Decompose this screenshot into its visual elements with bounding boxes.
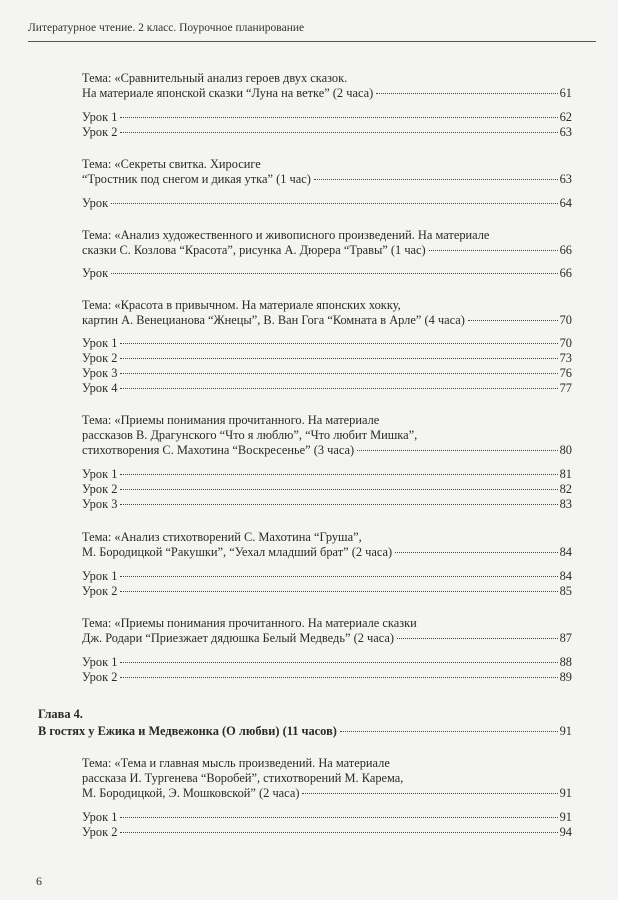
dot-leader xyxy=(376,93,557,94)
toc-text: Урок 2 xyxy=(82,125,118,139)
toc-text: сказки С. Козлова “Красота”, рисунка А. Дюрера “Травы” (1 час) xyxy=(82,243,426,257)
dot-leader xyxy=(357,450,557,451)
toc-text: Тема: «Секреты свитка. Хиросиге xyxy=(82,157,261,171)
toc-lesson[interactable] xyxy=(82,497,572,512)
toc-page: 88 xyxy=(559,655,572,669)
toc-text: Урок 1 xyxy=(82,336,118,350)
toc-lesson[interactable] xyxy=(82,467,572,482)
toc-page: 63 xyxy=(559,172,572,186)
toc-lesson[interactable] xyxy=(82,366,572,381)
toc-page: 82 xyxy=(559,482,572,496)
toc-page: 66 xyxy=(559,266,572,280)
toc-text: М. Бородицкой “Ракушки”, “Уехал младший брат” (2 часа) xyxy=(82,545,393,559)
toc-text: Тема: «Красота в привычном. На материале японских хокку, xyxy=(82,298,401,312)
toc-topic-line xyxy=(82,71,347,86)
toc-text: Урок 1 xyxy=(82,655,118,669)
dot-leader xyxy=(120,373,557,374)
toc-page: 61 xyxy=(559,86,572,100)
dot-leader xyxy=(120,117,557,118)
running-head: Литературное чтение. 2 класс. Поурочное планирование xyxy=(28,22,305,34)
toc-lesson[interactable] xyxy=(82,125,572,140)
dot-leader xyxy=(314,179,558,180)
toc-lesson[interactable] xyxy=(82,110,572,125)
toc-topic-line xyxy=(82,228,489,243)
toc-text: “Тростник под снегом и дикая утка” (1 час) xyxy=(82,172,311,186)
toc-text: рассказа И. Тургенева “Воробей”, стихотворений М. Карема, xyxy=(82,771,404,785)
toc-page: 63 xyxy=(559,125,572,139)
toc-entry[interactable] xyxy=(82,313,572,328)
toc-page: 70 xyxy=(559,313,572,327)
dot-leader xyxy=(120,817,557,818)
toc-text: М. Бородицкой, Э. Мошковской” (2 часа) xyxy=(82,786,300,800)
toc-topic-line xyxy=(82,413,379,428)
toc-text: Урок xyxy=(82,266,109,280)
toc-lesson[interactable] xyxy=(82,351,572,366)
dot-leader xyxy=(111,273,558,274)
dot-leader xyxy=(120,591,557,592)
toc-entry[interactable] xyxy=(82,786,572,801)
toc-text: Урок 4 xyxy=(82,381,118,395)
toc-text: Урок 2 xyxy=(82,482,118,496)
toc-lesson[interactable] xyxy=(82,810,572,825)
toc-topic-line xyxy=(82,771,403,786)
dot-leader xyxy=(120,388,557,389)
dot-leader xyxy=(120,832,557,833)
toc-page: 91 xyxy=(559,786,572,800)
toc-entry[interactable] xyxy=(82,545,572,560)
toc-page: 66 xyxy=(559,243,572,257)
toc-text: Урок 1 xyxy=(82,569,118,583)
chapter-entry[interactable] xyxy=(38,724,572,739)
dot-leader xyxy=(302,793,557,794)
toc-text: Тема: «Анализ стихотворений С. Махотина “Груша”, xyxy=(82,530,362,544)
toc-text: Тема: «Приемы понимания прочитанного. На материале xyxy=(82,413,380,427)
toc-entry[interactable] xyxy=(82,86,572,101)
dot-leader xyxy=(111,203,558,204)
toc-entry[interactable] xyxy=(82,443,572,458)
chapter-number xyxy=(38,707,83,722)
toc-text: Урок 1 xyxy=(82,810,118,824)
toc-entry[interactable] xyxy=(82,631,572,646)
toc-page: 70 xyxy=(559,336,572,350)
dot-leader xyxy=(120,576,557,577)
toc-lesson[interactable] xyxy=(82,569,572,584)
dot-leader xyxy=(120,662,557,663)
toc-lesson[interactable] xyxy=(82,655,572,670)
toc-text: Урок 2 xyxy=(82,825,118,839)
toc-lesson[interactable] xyxy=(82,670,572,685)
dot-leader xyxy=(397,638,558,639)
toc-page: 80 xyxy=(559,443,572,457)
toc-page: 62 xyxy=(559,110,572,124)
toc-text: Урок 3 xyxy=(82,366,118,380)
dot-leader xyxy=(120,677,557,678)
toc-lesson[interactable] xyxy=(82,381,572,396)
toc-page: 91 xyxy=(559,810,572,824)
dot-leader xyxy=(120,358,557,359)
toc-topic-line xyxy=(82,756,390,771)
toc-page: 83 xyxy=(559,497,572,511)
toc-topic-line xyxy=(82,616,417,631)
toc-lesson[interactable] xyxy=(82,584,572,599)
toc-text: Тема: «Тема и главная мысль произведений. На материале xyxy=(82,756,390,770)
toc-page: 84 xyxy=(559,569,572,583)
dot-leader xyxy=(468,320,558,321)
toc-page: 94 xyxy=(559,825,572,839)
toc-text: На материале японской сказки “Луна на ветке” (2 часа) xyxy=(82,86,374,100)
toc-page: 91 xyxy=(559,724,572,738)
toc-text: Урок 3 xyxy=(82,497,118,511)
toc-text: Тема: «Сравнительный анализ героев двух сказок. xyxy=(82,71,348,85)
toc-lesson[interactable] xyxy=(82,266,572,281)
toc-topic-line xyxy=(82,298,401,313)
toc-text: Тема: «Приемы понимания прочитанного. На материале сказки xyxy=(82,616,417,630)
toc-page: 84 xyxy=(559,545,572,559)
toc-page: 76 xyxy=(559,366,572,380)
dot-leader xyxy=(120,504,557,505)
toc-lesson[interactable] xyxy=(82,196,572,211)
toc-topic-line xyxy=(82,428,417,443)
dot-leader xyxy=(340,731,558,732)
toc-text: Дж. Родари “Приезжает дядюшка Белый Медведь” (2 часа) xyxy=(82,631,394,645)
toc-page: 87 xyxy=(559,631,572,645)
toc-entry[interactable] xyxy=(82,172,572,187)
toc-lesson[interactable] xyxy=(82,825,572,840)
toc-page: 81 xyxy=(559,467,572,481)
toc-text: стихотворения С. Махотина “Воскресенье” (3 часа) xyxy=(82,443,355,457)
dot-leader xyxy=(120,343,557,344)
toc-page: 73 xyxy=(559,351,572,365)
page-number: 6 xyxy=(36,874,42,888)
toc-page: 89 xyxy=(559,670,572,684)
toc-page: 64 xyxy=(559,196,572,210)
toc-text: Урок 1 xyxy=(82,110,118,124)
toc-text: Урок 1 xyxy=(82,467,118,481)
dot-leader xyxy=(120,489,557,490)
toc-page: 85 xyxy=(559,584,572,598)
toc-page: 77 xyxy=(559,381,572,395)
toc-text: картин А. Венецианова “Жнецы”, В. Ван Гога “Комната в Арле” (4 часа) xyxy=(82,313,465,327)
dot-leader xyxy=(395,552,557,553)
toc-entry[interactable] xyxy=(82,243,572,258)
dot-leader xyxy=(120,474,557,475)
toc-text: Урок xyxy=(82,196,109,210)
toc-topic-line xyxy=(82,157,261,172)
toc-text: рассказов В. Драгунского “Что я люблю”, “Что любит Мишка”, xyxy=(82,428,418,442)
dot-leader xyxy=(429,250,558,251)
toc-text: Урок 2 xyxy=(82,584,118,598)
toc-text: Глава 4. xyxy=(38,707,83,721)
toc-lesson[interactable] xyxy=(82,336,572,351)
toc-lesson[interactable] xyxy=(82,482,572,497)
toc-text: Урок 2 xyxy=(82,351,118,365)
toc-text: Урок 2 xyxy=(82,670,118,684)
dot-leader xyxy=(120,132,557,133)
toc-text: В гостях у Ежика и Медвежонка (О любви) (11 часов) xyxy=(38,724,337,738)
toc-text: Тема: «Анализ художественного и живописного произведений. На материале xyxy=(82,228,490,242)
toc-topic-line xyxy=(82,530,362,545)
